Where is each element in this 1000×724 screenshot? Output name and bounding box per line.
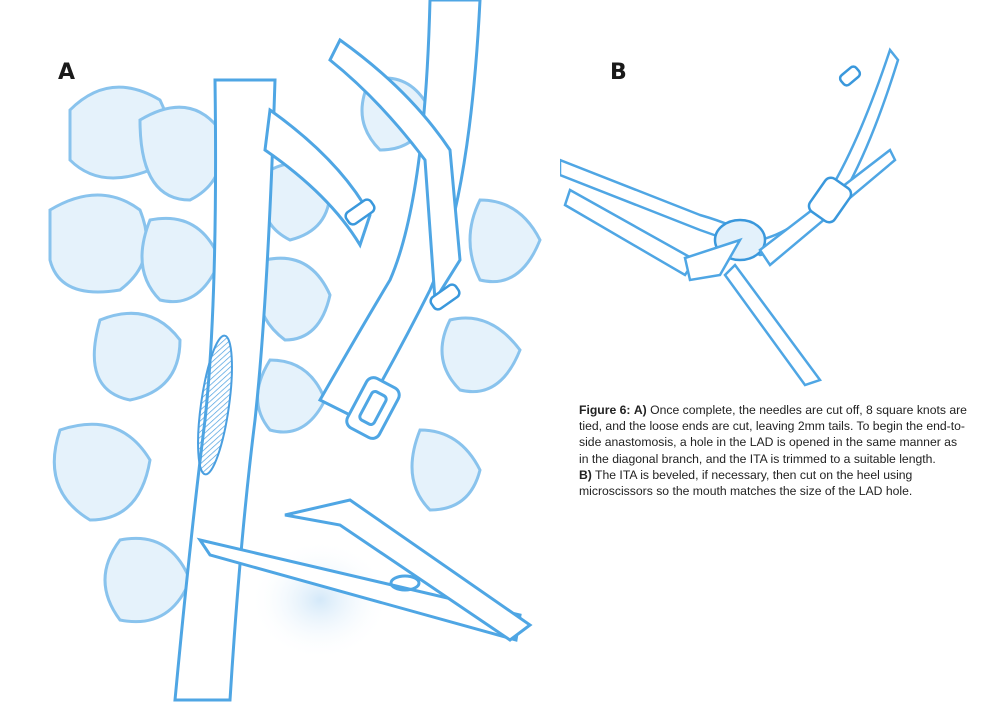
caption-text-a: Once complete, the needles are cut off, 8 square knots are tied, and the loose ends are cut, leaving 2mm tails. To begin the end-to-side anastomosis, a hole in the LAD is opened in the same manner as in the diagonal branch, and the ITA is trimmed to a suitable length. — [579, 403, 967, 466]
illustration-a — [40, 0, 560, 724]
caption-marker-b: B) — [579, 467, 592, 482]
panel-label-a: A — [58, 60, 76, 85]
panel-label-b: B — [610, 60, 627, 85]
figure-caption — [579, 402, 969, 499]
caption-marker-a: A) — [633, 403, 647, 417]
figure-label: Figure 6: — [579, 403, 631, 417]
illustration-b — [560, 30, 900, 390]
caption-text-b: The ITA is beveled, if necessary, then cut on the heel using microscissors so the mouth matches the size of the LAD hole. — [579, 467, 913, 499]
